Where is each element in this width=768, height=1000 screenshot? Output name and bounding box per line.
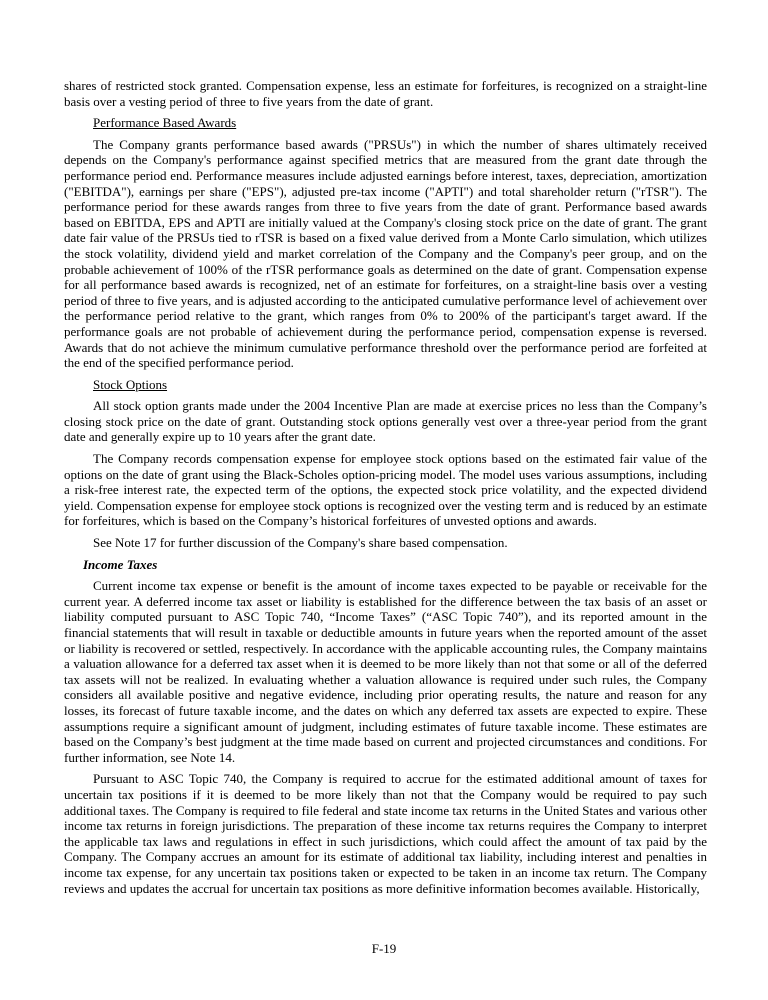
paragraph-deferred-income-taxes: Current income tax expense or benefit is the amount of income taxes expected to be payable or receivable for the current year. A deferred income tax asset or liability is established for the difference between the tax basis of an asset or liability computed pursuant to ASC Topic 740, “Income Taxes” (“ASC Topic 740”), and its reported amount in the financial statements that will result in taxable or deductible amounts in future years when the reported amount of the asset or liability is recovered or settled, respectively. In accordance with the applicable accounting rules, the Company maintains a valuation allowance for a deferred tax asset when it is deemed to be more likely than not that some or all of the deferred tax assets will not be realized. In evaluating whether a valuation allowance is required under such rules, the Company considers all available positive and negative evidence, including prior operating results, the nature and reason for any losses, its forecast of future taxable income, and the dates on which any deferred tax assets are expected to expire. These assumptions require a significant amount of judgment, including estimates of future taxable income. These estimates are based on the Company’s best judgment at the time made based on current and projected circumstances and conditions. For further information, see Note 14. [64,578,707,765]
paragraph-uncertain-tax-positions: Pursuant to ASC Topic 740, the Company is required to accrue for the estimated additional amount of taxes for uncertain tax positions if it is deemed to be more likely than not that the Company would be required to pay such additional taxes. The Company is required to file federal and state income tax returns in the United States and various other income tax returns in foreign jurisdictions. The preparation of these income tax returns requires the Company to interpret the applicable tax laws and regulations in effect in such jurisdictions, which could affect the amount of tax paid by the Company. The Company accrues an amount for its estimate of additional tax liability, including interest and penalties in income tax expense, for any uncertain tax positions taken or expected to be taken in an income tax return. The Company reviews and updates the accrual for uncertain tax positions as more definitive information becomes available. Historically, [64,771,707,896]
heading-stock-options: Stock Options [93,376,168,392]
paragraph-prsu-awards: The Company grants performance based awards ("PRSUs") in which the number of shares ultimately received depends on the Company's performance against specified metrics that are measured from the grant date through the performance period end. Performance measures include adjusted earnings before interest, taxes, depreciation, amortization ("EBITDA"), earnings per share ("EPS"), adjusted pre-tax income ("APTI") and total shareholder return ("rTSR"). The performance period for these awards ranges from three to five years from the date of grant. Performance based awards based on EBITDA, EPS and APTI are initially valued at the Company's closing stock price on the date of grant. The grant date fair value of the PRSUs tied to rTSR is based on a fixed value derived from a Monte Carlo simulation, which utilizes the stock volatility, dividend yield and market correlation of the Company and the Company's peer group, and on the probable achievement of 100% of the rTSR performance goals as determined on the date of grant. Compensation expense for all performance based awards is recognized, net of an estimate for forfeitures, on a straight-line basis over a vesting period of three to five years, and is adjusted according to the anticipated cumulative performance level of achievement over the performance period relative to the grant, which ranges from 0% to 200% of the participant's target award. If the performance goals are not probable of achievement during the performance period, compensation expense is reversed. Awards that do not achieve the minimum cumulative performance threshold over the performance period are forfeited at the end of the specified performance period. [64,136,707,371]
heading-performance-based-awards: Performance Based Awards [93,115,237,131]
paragraph-stock-option-grants: All stock option grants made under the 2004 Incentive Plan are made at exercise prices no less than the Company’s closing stock price on the date of grant. Outstanding stock options generally vest over a three-year period from the grant date and generally expire up to 10 years after the grant date. [64,398,707,445]
paragraph-black-scholes-model: The Company records compensation expense for employee stock options based on the estimated fair value of the options on the date of grant using the Black-Scholes option-pricing model. The model uses various assumptions, including a risk-free interest rate, the expected term of the options, the expected stock price volatility, and the expected dividend yield. Compensation expense for employee stock options is recognized over the vesting term and is reduced by an estimate for forfeitures, which is based on the Company’s historical forfeitures of unvested options and awards. [64,451,707,529]
heading-income-taxes: Income Taxes [83,556,158,572]
page-number: F-19 [371,941,397,957]
document-body [64,78,707,902]
paragraph-see-note-17: See Note 17 for further discussion of the Company's share based compensation. [93,535,508,551]
paragraph-restricted-stock-continuation: shares of restricted stock granted. Compensation expense, less an estimate for forfeitures, is recognized on a straight-line basis over a vesting period of three to five years from the date of grant. [64,78,707,109]
